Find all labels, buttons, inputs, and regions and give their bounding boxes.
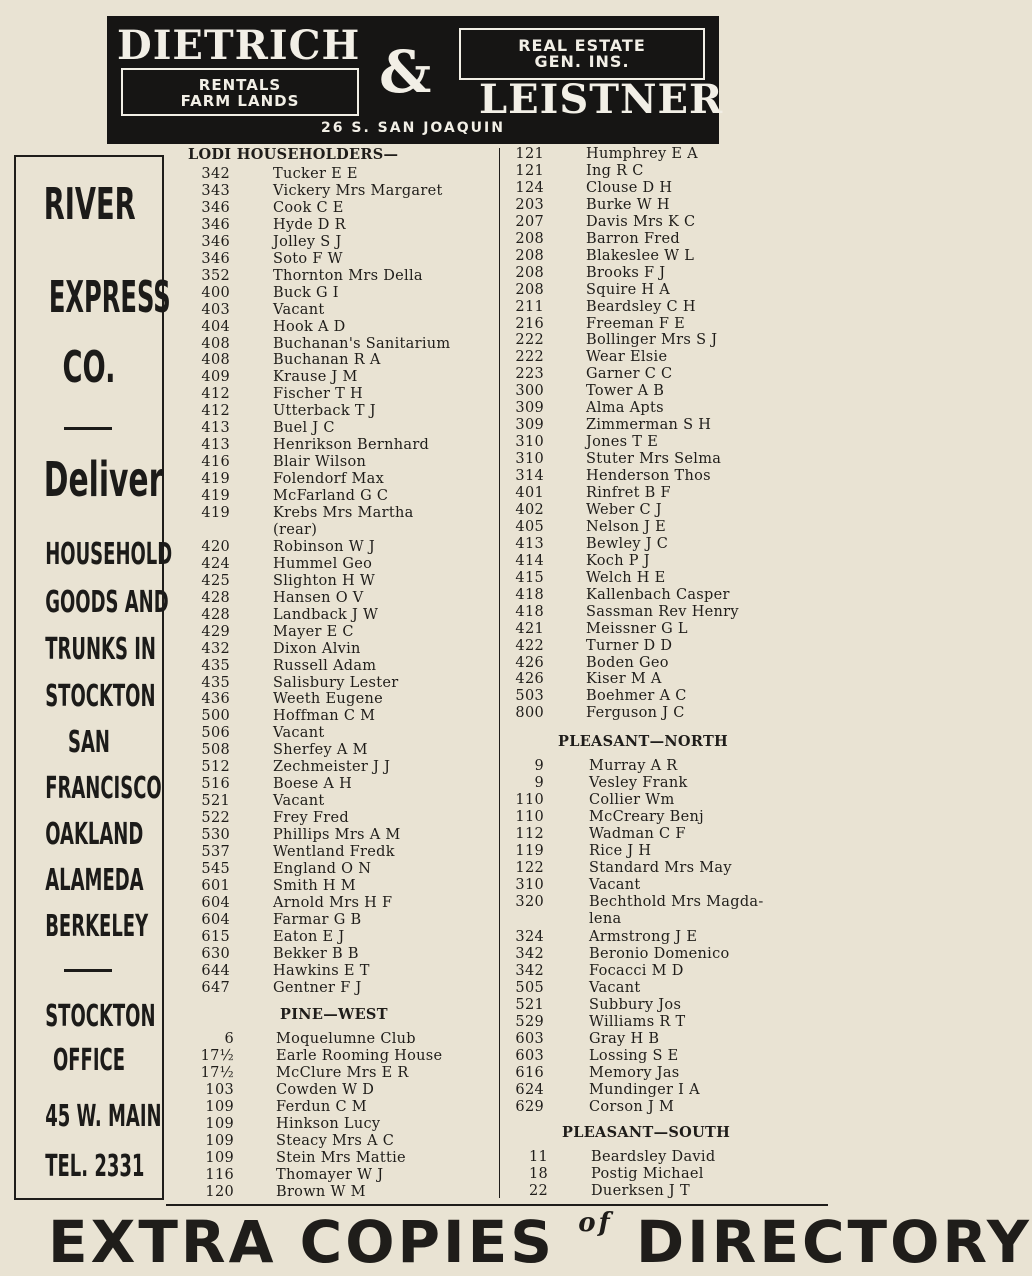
resident-name: Henderson Thos [586,468,711,485]
house-number: 310 [515,451,544,468]
resident-name: Ing R C [586,162,644,179]
sidebar-line: STOCKTON [45,679,156,714]
resident-name: Nelson J E [586,518,667,535]
resident-name: Gray H B [589,1030,660,1047]
house-number: 428 [201,606,230,623]
house-number: 436 [201,691,230,708]
resident-name: Koch P J [586,552,650,569]
sidebar-line: OAKLAND [45,817,144,852]
house-number: 435 [201,657,230,674]
house-number: 342 [515,945,544,962]
resident-name: Wentland Fredk [273,844,395,860]
house-number: 116 [205,1167,234,1183]
house-number: 208 [515,230,544,247]
resident-name: Clouse D H [586,179,673,196]
house-number: 522 [201,810,230,827]
house-number: 346 [201,199,230,216]
house-number: 122 [515,860,544,877]
resident-name: Hook A D [273,318,346,335]
resident-name: Mundinger I A [589,1081,700,1098]
house-number: 545 [201,860,230,877]
house-number: 413 [515,535,544,552]
house-number: 418 [515,603,544,620]
house-number: 425 [201,572,230,589]
sidebar-ad [14,155,173,1200]
resident-name: (rear) [273,521,318,538]
house-number: 120 [205,1184,234,1200]
resident-name: Williams R T [589,1013,686,1030]
house-number: 103 [205,1082,234,1098]
resident-name: Buchanan R A [273,352,381,369]
resident-name: Cowden W D [276,1082,375,1098]
resident-name: Robinson W J [273,538,375,555]
sidebar-line: TRUNKS IN [45,632,156,667]
house-number: 415 [515,569,544,586]
house-number: 409 [201,369,230,386]
banner-farm-lands: FARM LANDS [180,92,300,110]
resident-name: Gentner F J [273,979,362,996]
house-number: 309 [515,400,544,417]
house-number: 121 [515,162,544,179]
resident-name: Rinfret B F [586,485,671,501]
resident-name: Jolley S J [273,233,342,250]
house-number: 121 [515,146,544,162]
resident-name: Beardsley C H [586,298,696,315]
house-number: 208 [515,281,544,298]
house-number: 505 [515,979,544,996]
house-number: 420 [201,538,230,555]
house-number: 401 [515,485,544,501]
resident-name: Tower A B [586,383,665,400]
resident-name: Krebs Mrs Martha [273,505,414,521]
resident-name: Vacant [589,979,641,996]
house-number: 112 [515,826,544,843]
house-number: 408 [201,335,230,352]
resident-name: Hansen O V [273,589,364,606]
house-number: 405 [515,518,544,535]
resident-name: Vacant [273,301,325,318]
resident-name: Mayer E C [273,623,354,640]
house-number: 413 [201,437,230,454]
resident-name: Rice J H [589,843,652,860]
house-number: 109 [205,1150,234,1166]
house-number: 310 [515,434,544,451]
resident-name: Blakeslee W L [586,247,695,264]
resident-name: Armstrong J E [589,928,698,945]
house-number: 422 [515,637,544,654]
house-number: 647 [201,979,230,996]
resident-name: Landback J W [273,606,379,623]
resident-name: Buel J C [273,420,335,437]
sidebar-line: SAN [68,725,110,760]
house-number: 211 [515,298,544,315]
house-number: 416 [201,454,230,471]
resident-name: Weeth Eugene [273,691,383,708]
house-number: 346 [201,216,230,233]
banner-ampersand: & [379,38,432,106]
resident-name: Standard Mrs May [589,860,732,877]
sidebar-line: TEL. 2331 [45,1149,145,1184]
house-number: 17½ [200,1048,234,1064]
house-number: 343 [201,182,230,199]
sidebar-line: CO. [62,342,116,393]
resident-name: Hyde D R [273,216,346,233]
house-number: 419 [201,505,230,521]
house-number: 426 [515,654,544,671]
resident-name: Kiser M A [586,671,662,688]
sidebar-line: RIVER [43,179,136,230]
resident-name: Lossing S E [589,1047,679,1064]
house-number: 503 [515,688,544,705]
resident-name: Hawkins E T [273,962,370,979]
resident-name: Stuter Mrs Selma [586,451,722,468]
house-number: 346 [201,250,230,267]
sidebar-line: HOUSEHOLD [45,537,173,572]
house-number: 314 [515,468,544,485]
resident-name: Buchanan's Sanitarium [273,335,451,352]
resident-name: Vacant [589,877,641,894]
resident-name: Subbury Jos [589,996,682,1013]
house-number: 432 [201,640,230,657]
banner-address: 26 S. SAN JOAQUIN [321,120,505,136]
resident-name: Vickery Mrs Margaret [273,182,443,199]
sidebar-line: GOODS AND [45,585,169,620]
sidebar-line: EXPRESS [48,272,171,323]
house-number: 516 [201,776,230,793]
house-number: 413 [201,420,230,437]
resident-name: Hoffman C M [273,708,376,725]
resident-name: Wadman C F [589,826,686,843]
house-number: 342 [201,166,230,182]
resident-name: Smith H M [273,877,356,894]
house-number: 208 [515,264,544,281]
house-number: 346 [201,233,230,250]
resident-name: Brown W M [276,1184,366,1200]
sidebar-divider [64,427,112,430]
sidebar-line: ALAMEDA [45,863,144,898]
house-number: 435 [201,674,230,691]
house-number: 508 [201,742,230,759]
resident-name: Dixon Alvin [273,640,361,657]
resident-name: Wear Elsie [586,349,668,366]
resident-name: Focacci M D [589,962,684,979]
resident-name: Boden Geo [586,654,669,671]
resident-name: Beardsley David [591,1149,716,1165]
resident-name: Murray A R [589,758,678,774]
house-number: 529 [515,1013,544,1030]
sidebar-line: 45 W. MAIN [45,1099,162,1134]
house-number: 9 [534,758,544,774]
banner-real-estate: REAL ESTATE [518,36,646,55]
resident-name: Utterback T J [273,403,376,420]
resident-name: Kallenbach Casper [586,586,730,603]
resident-name: Moquelumne Club [276,1031,416,1047]
house-number: 537 [201,844,230,860]
footer-rule [166,1204,828,1206]
house-number: 11 [528,1149,548,1165]
footer-directory: DIRECTORY [635,1208,1032,1276]
house-number: 9 [534,775,544,792]
resident-name: Zechmeister J J [273,759,391,776]
resident-name: Corson J M [589,1099,675,1115]
banner-dietrich: DIETRICH [117,22,361,69]
column-divider [499,148,500,1198]
resident-name: lena [589,911,622,928]
resident-name: Beronio Domenico [589,945,730,962]
house-number: 603 [515,1030,544,1047]
house-number: 412 [201,403,230,420]
footer-ad [48,1208,1032,1276]
house-number: 403 [201,301,230,318]
resident-name: Salisbury Lester [273,674,399,691]
house-number: 512 [201,759,230,776]
resident-name: Squire H A [586,281,671,298]
banner-rentals: RENTALS [198,76,282,94]
resident-name: Burke W H [586,196,670,213]
resident-name: Tucker E E [273,166,358,182]
house-number: 404 [201,318,230,335]
house-number: 419 [201,471,230,488]
house-number: 203 [515,196,544,213]
house-number: 506 [201,725,230,742]
house-number: 6 [224,1031,234,1047]
house-number: 223 [515,366,544,383]
house-number: 800 [515,705,544,722]
sidebar-line: Deliver [43,452,164,508]
banner-gen-ins: GEN. INS. [534,52,630,71]
house-number: 630 [201,945,230,962]
house-number: 342 [515,962,544,979]
house-number: 418 [515,586,544,603]
house-number: 616 [515,1064,544,1081]
resident-name: Thornton Mrs Della [273,267,423,284]
house-number: 109 [205,1099,234,1115]
house-number: 400 [201,284,230,301]
resident-name: Boese A H [273,776,353,793]
resident-name: Garner C C [586,366,673,383]
resident-name: Turner D D [586,637,673,654]
house-number: 207 [515,213,544,230]
resident-name: Davis Mrs K C [586,213,696,230]
resident-name: Henrikson Bernhard [273,437,430,454]
sidebar-line: OFFICE [52,1043,126,1078]
house-number: 629 [515,1099,544,1115]
house-number: 22 [528,1183,548,1199]
resident-name: Alma Apts [586,400,664,417]
resident-name: Krause J M [273,369,358,386]
resident-name: McCreary Benj [589,809,704,826]
house-number: 310 [515,877,544,894]
resident-name: Brooks F J [586,264,666,281]
house-number: 429 [201,623,230,640]
section-heading: LODI HOUSEHOLDERS— [188,146,399,163]
footer-extra-copies: EXTRA COPIES [48,1208,555,1276]
resident-name: Slighton H W [273,572,376,589]
banner-real-estate-box [459,28,705,80]
section-heading: PLEASANT—SOUTH [562,1124,731,1141]
house-number: 414 [515,552,544,569]
resident-name: Sassman Rev Henry [586,603,739,620]
house-number: 402 [515,501,544,518]
resident-name: England O N [273,860,372,877]
resident-name: Vesley Frank [589,775,688,792]
section-heading: PINE—WEST [280,1006,388,1023]
house-number: 644 [201,962,230,979]
resident-name: Weber C J [586,501,662,518]
resident-name: Blair Wilson [273,454,367,471]
house-number: 216 [515,315,544,332]
house-number: 408 [201,352,230,369]
resident-name: Thomayer W J [276,1167,384,1183]
house-number: 419 [201,488,230,505]
house-number: 324 [515,928,544,945]
resident-name: Freeman F E [586,315,686,332]
resident-name: McFarland G C [273,488,389,505]
banner-ad [107,16,724,144]
resident-name: Bollinger Mrs S J [586,332,718,349]
house-number: 603 [515,1047,544,1064]
house-number: 412 [201,386,230,403]
house-number: 208 [515,247,544,264]
resident-name: Phillips Mrs A M [273,827,401,844]
section-heading: PLEASANT—NORTH [558,733,729,750]
house-number: 17½ [200,1065,234,1081]
sidebar-line: FRANCISCO [45,771,162,806]
house-number: 624 [515,1081,544,1098]
resident-name: Bewley J C [586,535,669,552]
house-number: 604 [201,894,230,911]
house-number: 309 [515,417,544,434]
house-number: 222 [515,332,544,349]
resident-name: Steacy Mrs A C [276,1133,395,1149]
resident-name: Bekker B B [273,945,359,962]
resident-name: Vacant [273,725,325,742]
sidebar-line: STOCKTON [45,999,156,1034]
resident-name: Postig Michael [591,1166,704,1182]
resident-name: Folendorf Max [273,471,385,488]
resident-name: Hinkson Lucy [276,1116,381,1132]
resident-name: Russell Adam [273,657,377,674]
house-number: 500 [201,708,230,725]
house-number: 109 [205,1116,234,1132]
house-number: 110 [515,809,544,826]
resident-name: Collier Wm [589,792,675,809]
banner-leistner: LEISTNER [479,76,724,123]
resident-name: Earle Rooming House [276,1048,443,1064]
house-number: 222 [515,349,544,366]
resident-name: Vacant [273,793,325,810]
house-number: 426 [515,671,544,688]
house-number: 320 [515,894,544,911]
resident-name: Zimmerman S H [586,417,712,434]
house-number: 424 [201,555,230,572]
resident-name: Meissner G L [586,620,688,637]
house-number: 119 [515,843,544,860]
sidebar-divider [64,969,112,972]
resident-name: Frey Fred [273,810,349,827]
house-number: 601 [201,877,230,894]
resident-name: Ferguson J C [586,705,685,722]
house-number: 352 [201,267,230,284]
resident-name: Boehmer A C [586,688,687,705]
resident-name: Arnold Mrs H F [273,894,393,911]
house-number: 521 [201,793,230,810]
resident-name: Eaton E J [273,928,345,945]
house-number: 109 [205,1133,234,1149]
resident-name: Stein Mrs Mattie [276,1150,406,1166]
resident-name: Hummel Geo [273,555,373,572]
house-number: 110 [515,792,544,809]
resident-name: Duerksen J T [591,1183,690,1199]
banner-rentals-box [121,68,359,116]
resident-name: Bechthold Mrs Magda- [589,894,764,911]
resident-name: Sherfey A M [273,742,368,759]
resident-name: Barron Fred [586,230,680,247]
house-number: 124 [515,179,544,196]
house-number: 521 [515,996,544,1013]
resident-name: Welch H E [586,569,666,586]
resident-name: Fischer T H [273,386,363,403]
house-number: 530 [201,827,230,844]
house-number: 421 [515,620,544,637]
sidebar-line: BERKELEY [45,909,149,944]
resident-name: Ferdun C M [276,1099,367,1115]
resident-name: Soto F W [273,250,343,267]
resident-name: Cook C E [273,199,344,216]
house-number: 604 [201,911,230,928]
house-number: 18 [528,1166,548,1182]
house-number: 615 [201,928,230,945]
house-number: 428 [201,589,230,606]
resident-name: Memory Jas [589,1064,680,1081]
resident-name: Farmar G B [273,911,362,928]
footer-of: of [578,1208,613,1238]
resident-name: Humphrey E A [586,146,698,162]
resident-name: Buck G I [273,284,339,301]
resident-name: McClure Mrs E R [276,1065,409,1081]
house-number: 300 [515,383,544,400]
resident-name: Jones T E [586,434,659,451]
